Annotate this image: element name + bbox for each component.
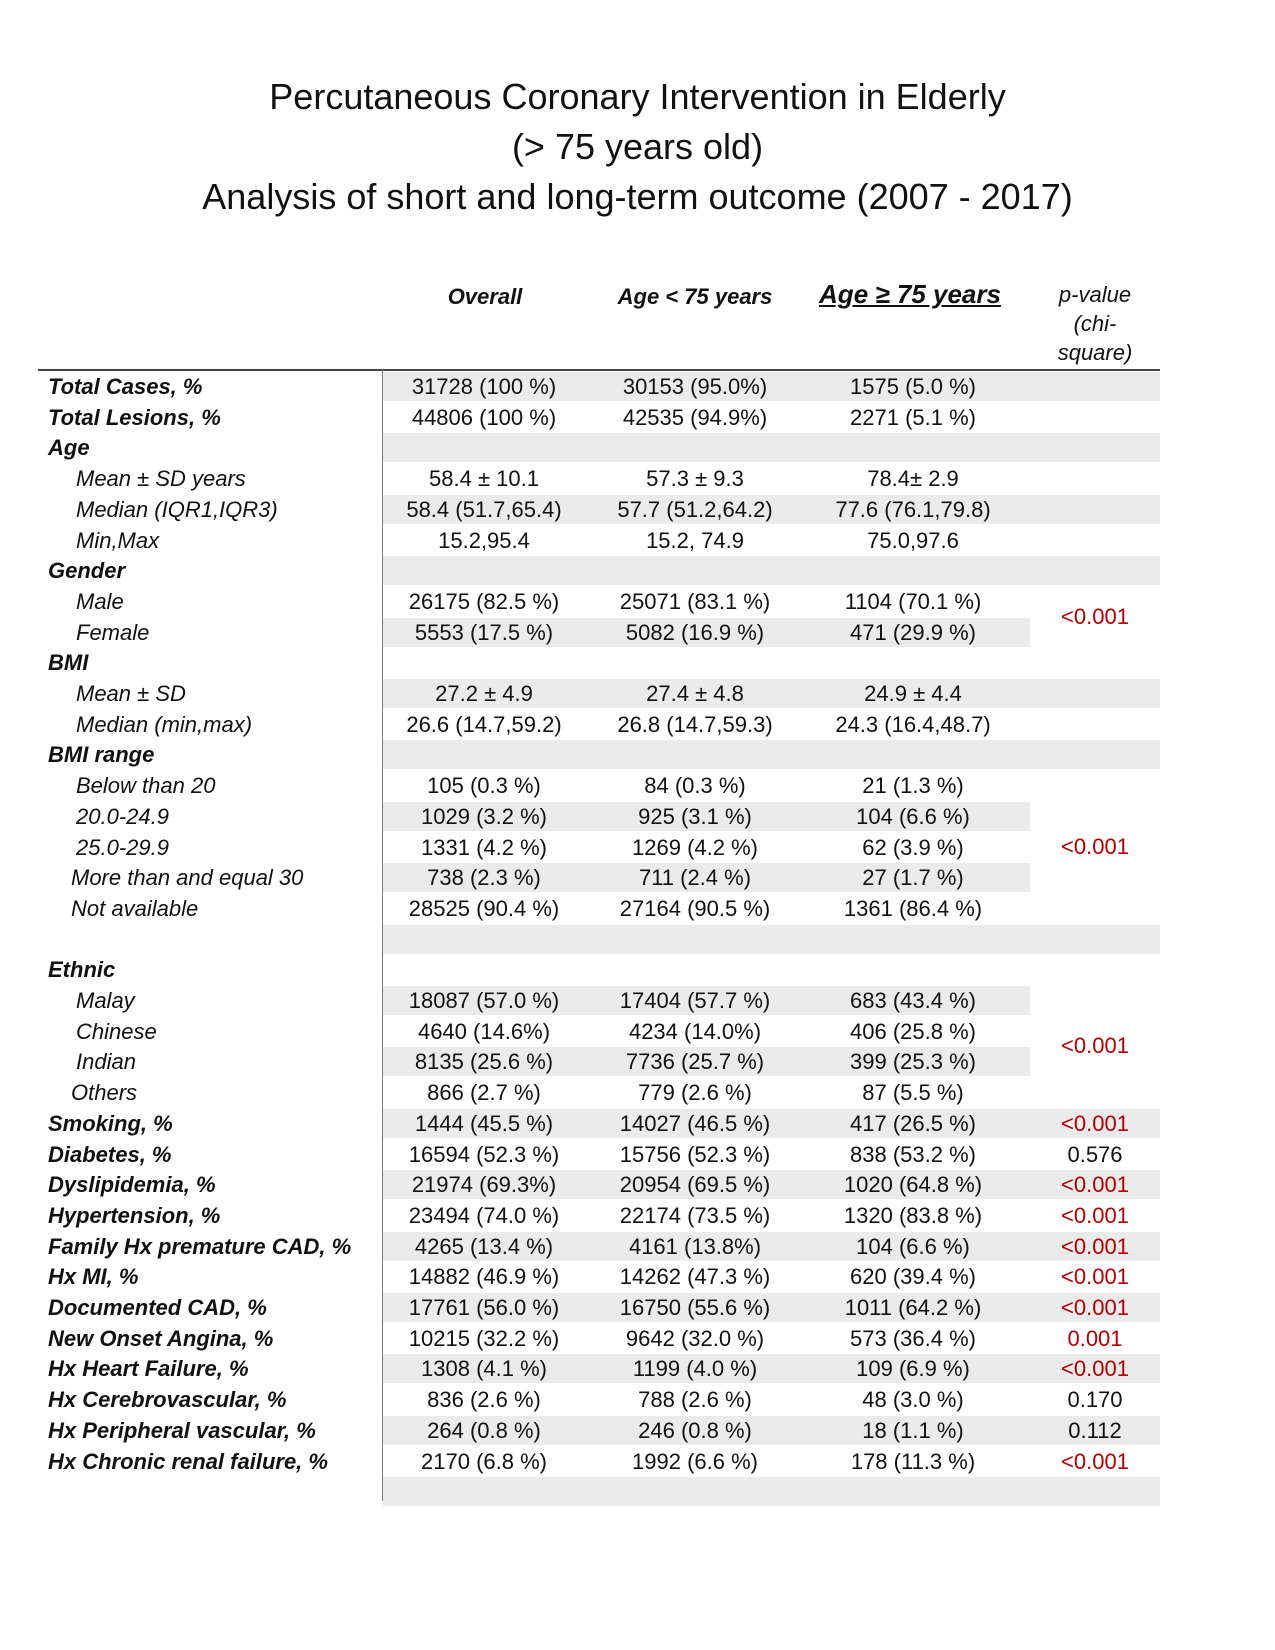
table-row — [0, 371, 1275, 402]
row-label: Ethnic — [48, 957, 116, 983]
overall-cell: 17761 (56.0 %) — [408, 1295, 560, 1320]
age-75-plus-cell: 620 (39.4 %) — [850, 1264, 976, 1290]
age-75-plus-cell: 1575 (5.0 %) — [850, 374, 976, 399]
age-75-plus-cell: 24.9 ± 4.4 — [864, 681, 962, 706]
table-row — [0, 555, 1275, 586]
overall-cell: 58.4 ± 10.1 — [429, 466, 539, 492]
overall-cell: 14882 (46.9 %) — [408, 1264, 560, 1290]
overall-cell: 105 (0.3 %) — [427, 773, 541, 799]
age-75-plus-cell: 1320 (83.8 %) — [843, 1202, 983, 1228]
merged-p-value: <0.001 — [1061, 603, 1129, 629]
age-under-75-cell: 22174 (73.5 %) — [619, 1202, 771, 1228]
row-label: Median (min,max) — [76, 711, 253, 737]
age-under-75-cell: 25071 (83.1 %) — [619, 588, 771, 614]
table-row — [0, 739, 1275, 770]
row-label: Others — [71, 1080, 138, 1106]
age-under-75-cell: 57.3 ± 9.3 — [646, 466, 744, 492]
age-under-75-cell: 7736 (25.7 %) — [625, 1049, 765, 1075]
age-75-plus-cell: 573 (36.4 %) — [850, 1325, 976, 1351]
row-label: Chinese — [76, 1018, 157, 1044]
document-title — [0, 72, 1275, 222]
p-value-cell: <0.001 — [1061, 1172, 1129, 1198]
overall-cell: 738 (2.3 %) — [427, 865, 541, 891]
header-p-value-line-2: (chi- — [1073, 311, 1117, 336]
overall-cell: 58.4 (51.7,65.4) — [406, 496, 562, 522]
row-label: New Onset Angina, % — [48, 1325, 274, 1351]
age-under-75-cell: 14262 (47.3 %) — [619, 1264, 771, 1290]
age-under-75-cell: 84 (0.3 %) — [644, 773, 746, 799]
age-under-75-cell: 1269 (4.2 %) — [632, 834, 758, 860]
row-label: Female — [76, 619, 150, 645]
row-label: Mean ± SD — [76, 681, 186, 706]
age-75-plus-cell: 78.4± 2.9 — [867, 466, 959, 492]
header-overall: Overall — [447, 284, 523, 309]
age-75-plus-cell: 62 (3.9 %) — [862, 834, 964, 860]
age-under-75-cell: 16750 (55.6 %) — [619, 1295, 771, 1320]
overall-cell: 1444 (45.5 %) — [414, 1110, 554, 1136]
overall-cell: 5553 (17.5 %) — [414, 619, 554, 645]
table-row — [0, 1169, 1275, 1200]
title-line-2: (> 75 years old) — [511, 126, 764, 167]
title-line-3: Analysis of short and long-term outcome (2007 - 2017) — [202, 176, 1073, 217]
row-label: Hx Cerebrovascular, % — [48, 1387, 287, 1413]
row-label: Dyslipidemia, % — [48, 1172, 216, 1198]
age-under-75-cell: 14027 (46.5 %) — [619, 1110, 771, 1136]
age-under-75-cell: 57.7 (51.2,64.2) — [617, 496, 773, 522]
overall-cell: 836 (2.6 %) — [427, 1387, 541, 1413]
table-row — [0, 1231, 1275, 1262]
age-75-plus-cell: 406 (25.8 %) — [850, 1018, 976, 1044]
row-label: Below than 20 — [76, 773, 216, 799]
row-label: Total Cases, % — [48, 374, 203, 399]
row-label: BMI — [48, 650, 89, 676]
age-75-plus-cell: 178 (11.3 %) — [850, 1448, 976, 1474]
row-label: Min,Max — [76, 527, 160, 553]
row-label: Hx MI, % — [48, 1264, 139, 1290]
age-75-plus-cell: 27 (1.7 %) — [862, 865, 964, 891]
age-75-plus-cell: 1361 (86.4 %) — [843, 895, 983, 921]
overall-cell: 4640 (14.6%) — [417, 1018, 551, 1044]
table-row — [0, 1323, 1275, 1354]
row-label: 25.0-29.9 — [76, 834, 169, 860]
overall-cell: 21974 (69.3%) — [411, 1172, 557, 1198]
row-label: Family Hx premature CAD, % — [48, 1233, 352, 1259]
table-row — [0, 1261, 1275, 1292]
overall-cell: 2170 (6.8 %) — [421, 1448, 547, 1474]
table-row — [0, 924, 1275, 955]
age-75-plus-cell: 838 (53.2 %) — [850, 1141, 976, 1167]
table-row — [0, 709, 1275, 740]
overall-cell: 28525 (90.4 %) — [408, 895, 560, 921]
header-p-value — [1030, 280, 1160, 367]
overall-cell: 8135 (25.6 %) — [414, 1049, 554, 1075]
age-under-75-cell: 5082 (16.9 %) — [625, 619, 765, 645]
row-label: More than and equal 30 — [71, 865, 304, 891]
overall-cell: 4265 (13.4 %) — [414, 1233, 554, 1259]
age-under-75-cell: 246 (0.8 %) — [638, 1417, 752, 1443]
p-value-cell: <0.001 — [1061, 1264, 1129, 1290]
table-row — [0, 1446, 1275, 1477]
age-under-75-cell: 20954 (69.5 %) — [619, 1172, 771, 1198]
row-label: Male — [76, 588, 124, 614]
age-75-plus-cell: 104 (6.6 %) — [856, 1233, 970, 1259]
table-row — [0, 647, 1275, 678]
age-75-plus-cell: 417 (26.5 %) — [850, 1110, 976, 1136]
age-75-plus-cell: 399 (25.3 %) — [850, 1049, 976, 1075]
row-label: Documented CAD, % — [48, 1295, 267, 1320]
row-label: 20.0-24.9 — [76, 803, 169, 829]
table-row — [0, 1108, 1275, 1139]
age-under-75-cell: 27.4 ± 4.8 — [646, 681, 744, 706]
row-label: Smoking, % — [48, 1110, 173, 1136]
p-value-cell: <0.001 — [1061, 1295, 1129, 1320]
row-label: Hypertension, % — [48, 1202, 221, 1228]
table-row — [0, 402, 1275, 433]
p-value-cell: <0.001 — [1061, 1356, 1129, 1382]
age-75-plus-cell: 1104 (70.1 %) — [844, 588, 982, 614]
age-under-75-cell: 1992 (6.6 %) — [632, 1448, 758, 1474]
overall-cell: 27.2 ± 4.9 — [435, 681, 533, 706]
table-row — [0, 954, 1275, 985]
row-label: Mean ± SD years — [76, 466, 246, 492]
header-p-value-line-1: p-value — [1058, 282, 1132, 307]
table-row — [0, 1384, 1275, 1415]
age-under-75-cell: 788 (2.6 %) — [638, 1387, 752, 1413]
age-75-plus-cell: 18 (1.1 %) — [862, 1417, 964, 1443]
row-label: Not available — [71, 895, 199, 921]
age-75-plus-cell: 48 (3.0 %) — [862, 1387, 964, 1413]
row-label: BMI range — [48, 742, 155, 768]
age-75-plus-cell: 471 (29.9 %) — [850, 619, 976, 645]
header-divider — [38, 369, 1160, 371]
p-value-cell: 0.001 — [1067, 1325, 1123, 1351]
overall-cell: 10215 (32.2 %) — [408, 1325, 560, 1351]
age-under-75-cell: 15756 (52.3 %) — [619, 1141, 771, 1167]
age-75-plus-cell: 1011 (64.2 %) — [844, 1295, 982, 1320]
table-row — [0, 1353, 1275, 1384]
age-75-plus-cell: 683 (43.4 %) — [850, 988, 976, 1013]
table-row — [0, 1200, 1275, 1231]
table-row — [0, 432, 1275, 463]
age-75-plus-cell: 104 (6.6 %) — [856, 803, 970, 829]
p-value-cell: 0.112 — [1068, 1417, 1122, 1443]
table-row — [0, 1415, 1275, 1446]
age-under-75-cell: 4161 (13.8%) — [628, 1233, 762, 1259]
age-75-plus-cell: 2271 (5.1 %) — [850, 404, 976, 430]
overall-cell: 23494 (74.0 %) — [408, 1202, 560, 1228]
overall-cell: 15.2,95.4 — [438, 527, 530, 553]
p-value-cell: <0.001 — [1061, 1233, 1129, 1259]
row-label: Median (IQR1,IQR3) — [76, 496, 278, 522]
age-75-plus-cell: 21 (1.3 %) — [862, 773, 964, 799]
p-value-cell: <0.001 — [1061, 1202, 1129, 1228]
age-under-75-cell: 1199 (4.0 %) — [632, 1356, 758, 1382]
age-under-75-cell: 17404 (57.7 %) — [619, 988, 771, 1013]
p-value-cell: <0.001 — [1061, 1110, 1129, 1136]
row-label: Hx Chronic renal failure, % — [48, 1448, 328, 1474]
header-age-75-plus: Age ≥ 75 years — [819, 279, 1001, 309]
age-under-75-cell: 925 (3.1 %) — [638, 803, 752, 829]
overall-cell: 18087 (57.0 %) — [408, 988, 560, 1013]
row-label: Total Lesions, % — [48, 404, 221, 430]
p-value-cell: 0.170 — [1067, 1387, 1123, 1413]
age-75-plus-cell: 109 (6.9 %) — [856, 1356, 970, 1382]
overall-cell: 1029 (3.2 %) — [421, 803, 547, 829]
table-row — [0, 494, 1275, 525]
overall-cell: 26.6 (14.7,59.2) — [406, 711, 562, 737]
overall-cell: 26175 (82.5 %) — [408, 588, 560, 614]
age-75-plus-cell: 87 (5.5 %) — [862, 1080, 964, 1106]
overall-cell: 1331 (4.2 %) — [421, 834, 547, 860]
row-label: Malay — [76, 988, 135, 1013]
overall-cell: 31728 (100 %) — [411, 374, 557, 399]
table-row — [0, 1139, 1275, 1170]
age-under-75-cell: 15.2, 74.9 — [646, 527, 744, 553]
merged-p-value: <0.001 — [1061, 1033, 1129, 1059]
title-line-1: Percutaneous Coronary Intervention in Elderly — [269, 76, 1006, 117]
merged-p-value: <0.001 — [1061, 833, 1129, 859]
age-75-plus-cell: 1020 (64.8 %) — [843, 1172, 983, 1198]
row-label: Age — [48, 435, 90, 461]
label-column-divider — [382, 369, 383, 1501]
age-under-75-cell: 30153 (95.0%) — [622, 374, 768, 399]
row-label: Hx Heart Failure, % — [48, 1356, 249, 1382]
overall-cell: 1308 (4.1 %) — [421, 1356, 547, 1382]
age-under-75-cell: 9642 (32.0 %) — [625, 1325, 765, 1351]
table-row — [0, 1292, 1275, 1323]
row-label: Diabetes, % — [48, 1141, 172, 1167]
table-row — [0, 525, 1275, 556]
age-under-75-cell: 42535 (94.9%) — [622, 404, 768, 430]
table-footer-shade — [383, 1477, 1160, 1506]
overall-cell: 866 (2.7 %) — [427, 1080, 541, 1106]
overall-cell: 16594 (52.3 %) — [408, 1141, 560, 1167]
age-under-75-cell: 26.8 (14.7,59.3) — [617, 711, 773, 737]
age-under-75-cell: 27164 (90.5 %) — [619, 895, 771, 921]
table-row — [0, 678, 1275, 709]
row-label: Gender — [48, 558, 126, 584]
overall-cell: 44806 (100 %) — [411, 404, 557, 430]
age-under-75-cell: 711 (2.4 %) — [638, 865, 752, 891]
age-75-plus-cell: 77.6 (76.1,79.8) — [835, 496, 991, 522]
age-under-75-cell: 779 (2.6 %) — [638, 1080, 752, 1106]
table-row — [0, 463, 1275, 494]
header-p-value-line-3: square) — [1057, 340, 1133, 365]
p-value-cell: 0.576 — [1067, 1141, 1123, 1167]
row-label: Indian — [76, 1049, 136, 1075]
overall-cell: 264 (0.8 %) — [427, 1417, 541, 1443]
header-age-under-75: Age < 75 years — [617, 284, 773, 309]
p-value-cell: <0.001 — [1061, 1448, 1129, 1474]
age-75-plus-cell: 24.3 (16.4,48.7) — [835, 711, 991, 737]
age-under-75-cell: 4234 (14.0%) — [628, 1018, 762, 1044]
row-label: Hx Peripheral vascular, % — [48, 1417, 316, 1443]
age-75-plus-cell: 75.0,97.6 — [867, 527, 959, 553]
